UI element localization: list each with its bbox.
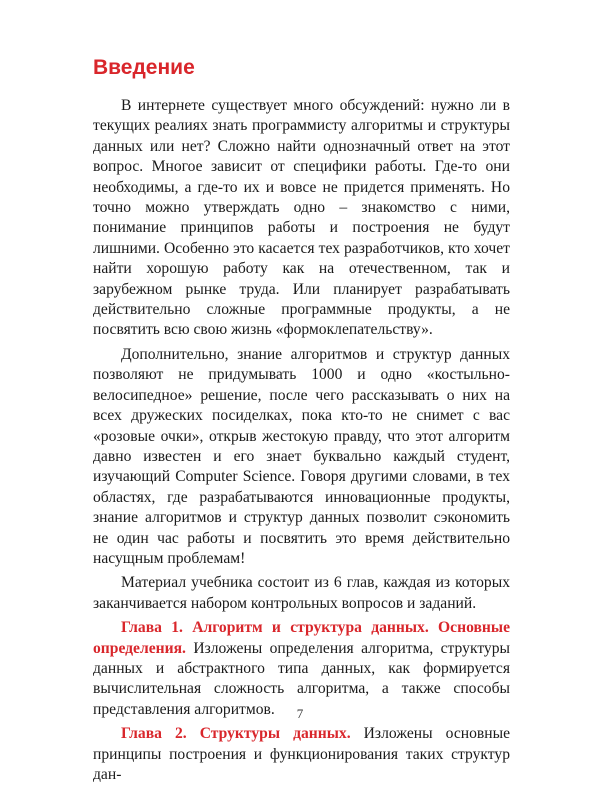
chapter-1-paragraph bbox=[93, 618, 510, 720]
chapter-1-title: Глава 1. Алгоритм и структура данных. Основные определения. bbox=[93, 619, 510, 657]
page-number: 7 bbox=[296, 706, 304, 721]
body-text bbox=[93, 96, 510, 789]
paragraph-2: Дополнительно, знание алгоритмов и структур данных позволяют не придумывать 1000 и одно «костыльно-велосипедное» решение, после чего рассказывать о них на всех дружеских посиделках, пока кто-то не снимет с вас «розовые очки», открыв жестокую правду, что этот алгоритм давно известен и его знает буквально каждый студент, изучающий Computer Science. Говоря другими словами, в тех областях, где разрабатываются инновационные продукты, знание алгоритмов и структур данных позволит сэкономить не один час работы и посвятить это время действительно насущным проблемам! bbox=[93, 345, 510, 567]
section-heading: Введение bbox=[93, 56, 195, 79]
chapter-2-title: Глава 2. Структуры данных. bbox=[121, 725, 351, 743]
chapter-2-description: Изложены основные принципы построения и функционирования таких структур дан- bbox=[93, 725, 510, 783]
chapter-2-paragraph bbox=[93, 724, 510, 785]
paragraph-1: В интернете существует много обсуждений: нужно ли в текущих реалиях знать программисту алгоритмы и структуры данных или нет? Сложно найти однозначный ответ на этот вопрос. Многое зависит от специфики работы. Где-то они необходимы, а где-то их и вовсе не придется применять. Но точно можно утверждать одно – знакомство с ними, понимание принципов работы и построения не будут лишними. Особенно это касается тех разработчиков, кто хочет найти хорошую работу как на отечественном, так и зарубежном рынке труда. Или планирует разрабатывать действительно сложные программные продукты, а не посвятить всю свою жизнь «формоклепательству». bbox=[93, 97, 510, 339]
paragraph-3: Материал учебника состоит из 6 глав, каждая из которых заканчивается набором контрольных вопросов и заданий. bbox=[93, 574, 510, 612]
chapter-1-description: Изложены определения алгоритма, структуры данных и абстрактного типа данных, как формируется вычислительная сложность алгоритма, а также способы представления алгоритмов. bbox=[93, 639, 510, 718]
